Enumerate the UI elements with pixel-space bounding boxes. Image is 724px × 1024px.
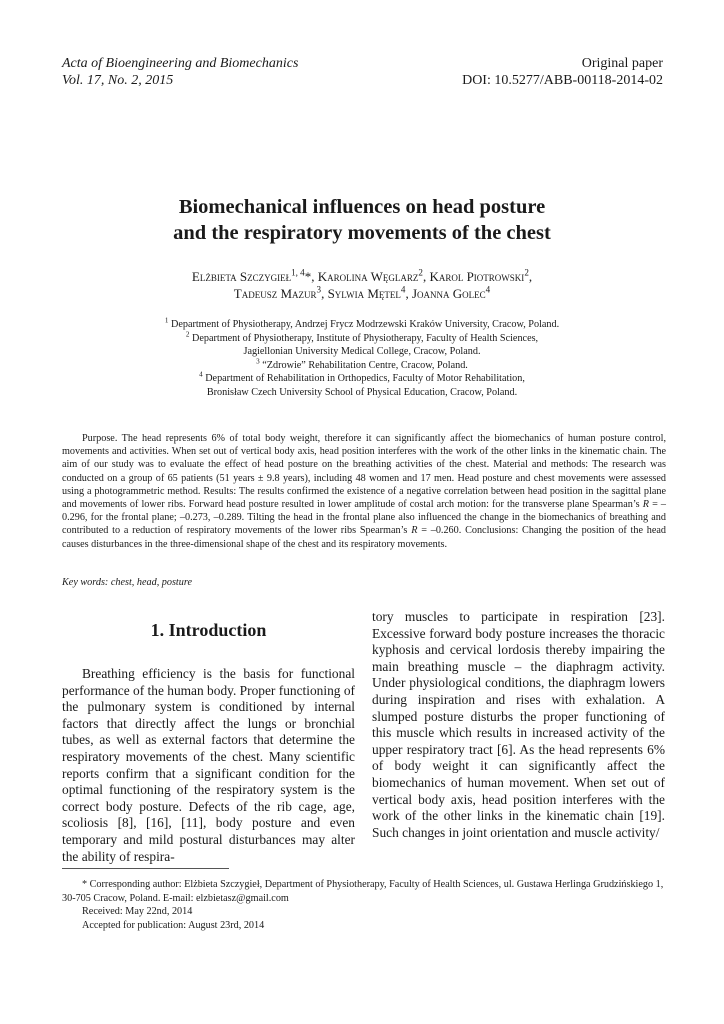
author-name: Elżbieta Szczygieł <box>191 269 292 284</box>
author-name: Karol Piotrowski <box>429 269 525 284</box>
affiliation-text: “Zdrowie” Rehabilitation Centre, Cracow, Poland. <box>262 359 468 371</box>
author-affil-sup: 1, 4 <box>291 267 305 278</box>
journal-header <box>62 55 298 89</box>
abstract-text: = –0.260. Conclusions: Changing the position of the head causes disturbances in the three-dimensional shape of the chest and its respiratory movements. <box>62 525 666 550</box>
affiliation-line <box>0 345 724 359</box>
affiliation-line <box>0 359 724 373</box>
author-affil-sup: 3 <box>316 284 322 295</box>
received-date: Received: May 22nd, 2014 <box>82 906 193 917</box>
abstract-variable: R <box>642 499 649 511</box>
abstract <box>62 432 666 551</box>
affiliation-text: Department of Physiotherapy, Andrzej Frycz Modrzewski Kraków University, Cracow, Poland. <box>170 319 560 330</box>
affiliations <box>0 318 724 399</box>
body-paragraph: Breathing efficiency is the basis for functional performance of the human body. Proper functioning of the pulmonary system is conditioned by internal factors that directly affect the lungs or bronchial tubes, as well as external factors that determine the respiratory movements of the chest. Many scientific reports confirm that a significant condition for the optimal functioning of the respiratory system is the correct body posture. Defects of the rib cage, age, scoliosis [8], [16], [11], body posture and even temporary and mild postural disturbances may alter the ability of respira- <box>62 666 355 864</box>
corresponding-author-note: * Corresponding author: Elżbieta Szczygieł, Department of Physiotherapy, Faculty of Health Sciences, ul. Gustawa Herlinga Grudzińskiego 1, 30-705 Cracow, Poland. E-mail: elzbietasz@gmail.com <box>62 879 664 904</box>
paper-meta <box>462 55 663 89</box>
body-column-left <box>62 666 355 865</box>
paper-title <box>0 194 724 246</box>
paper-doi: DOI: 10.5277/ABB-00118-2014-02 <box>462 73 663 88</box>
footnote <box>62 878 666 932</box>
affiliation-sup: 3 <box>256 357 260 366</box>
corresponding-star: * <box>304 269 312 284</box>
author-name: Tadeusz Mazur <box>233 286 317 301</box>
abstract-variable: R <box>411 525 418 537</box>
author-name: Karolina Węglarz <box>317 269 419 284</box>
accepted-date: Accepted for publication: August 23rd, 2014 <box>82 919 265 931</box>
abstract-text: Purpose. The head represents 6% of total body weight, therefore it can significantly affect the biomechanics of human posture control, movements and activities. When set out of vertical body axis, head position interferes with the work of the other links in the kinematic chain. The aim of our study was to evaluate the effect of head posture on the breathing activities of the chest. Material and methods: The research was conducted on a group of 65 patients (51 years ± 9.8 years), including 48 women and 17 men. Head posture and chest movements were assessed using a photogrammetric method. Results: The results confirmed the existence of a negative correlation between head position in the sagittal plane and movements of lower ribs. Forward head posture resulted in lower amplitude of costal arch motion: for the transverse plane Spearman’s <box>62 433 666 511</box>
keywords-label: Key words <box>62 577 105 588</box>
body-column-right <box>372 609 665 841</box>
author-list <box>0 268 724 302</box>
title-line-1: Biomechanical influences on head posture <box>178 196 546 218</box>
author-affil-sup: 2 <box>524 267 529 278</box>
author-affil-sup: 4 <box>400 284 406 295</box>
section-heading: 1. Introduction <box>150 620 267 640</box>
affiliation-line <box>0 372 724 386</box>
journal-volume: Vol. 17, No. 2, 2015 <box>62 73 174 88</box>
affiliation-sup: 2 <box>185 330 190 339</box>
affiliation-text: Department of Rehabilitation in Orthopedics, Faculty of Motor Rehabilitation, <box>205 373 525 384</box>
affiliation-line <box>0 318 724 332</box>
body-paragraph: tory muscles to participate in respiration [23]. Excessive forward body posture increases the thoracic kyphosis and cervical lordosis thereby impairing the main breathing muscle – the diaphragm activity. Under physiological conditions, the diaphragm lowers during inspiration and rises with exhalation. A slumped posture disturbs the proper functioning of this muscle which results in increased activity of the upper respiratory tract [6]. As the head represents 6% of body weight it can significantly affect the biomechanics of human movement. When set out of vertical body axis, head position interferes with the work of the other links in the kinematic chain [19]. Such changes in joint orientation and muscle activity/ <box>372 609 665 840</box>
footnote-divider <box>62 868 229 869</box>
author-line-2: Tadeusz Mazur$^3$, Sylwia Mętel$^4$, Joanna Golec$^4$ <box>233 284 491 301</box>
affiliation-text: Department of Physiotherapy, Institute of Physiotherapy, Faculty of Health Sciences, <box>192 332 539 344</box>
keywords-value: : chest, head, posture <box>104 577 192 588</box>
author-name: Sylwia Mętel <box>327 286 401 301</box>
title-line-2: and the respiratory movements of the chest <box>173 222 551 244</box>
journal-name: Acta of Bioengineering and Biomechanics <box>62 56 299 71</box>
paper-type: Original paper <box>581 56 663 71</box>
keywords <box>62 577 192 588</box>
affiliation-text: Bronisław Czech University School of Physical Education, Cracow, Poland. <box>206 386 518 398</box>
affiliation-sup: 1 <box>164 316 169 325</box>
author-affil-sup: 4 <box>485 284 491 295</box>
author-line-1: Elżbieta Szczygieł$^{1, 4}$*, Karolina Węglarz$^2$, Karol Piotrowski$^2$, <box>191 267 533 284</box>
affiliation-text: Jagiellonian University Medical College, Cracow, Poland. <box>243 346 481 357</box>
abstract-text: = –0.296, for the frontal plane; –0.273, –0.289. Tilting the head in the frontal plane also influenced the change in the biomechanics of breathing and contributed to a reduction of respiratory movements of the lower ribs Spearman’s <box>62 499 666 537</box>
affiliation-line <box>0 386 724 400</box>
affiliation-line <box>0 332 724 346</box>
author-name: Joanna Golec <box>411 286 486 301</box>
affiliation-sup: 4 <box>199 370 203 379</box>
author-affil-sup: 2 <box>418 267 423 278</box>
